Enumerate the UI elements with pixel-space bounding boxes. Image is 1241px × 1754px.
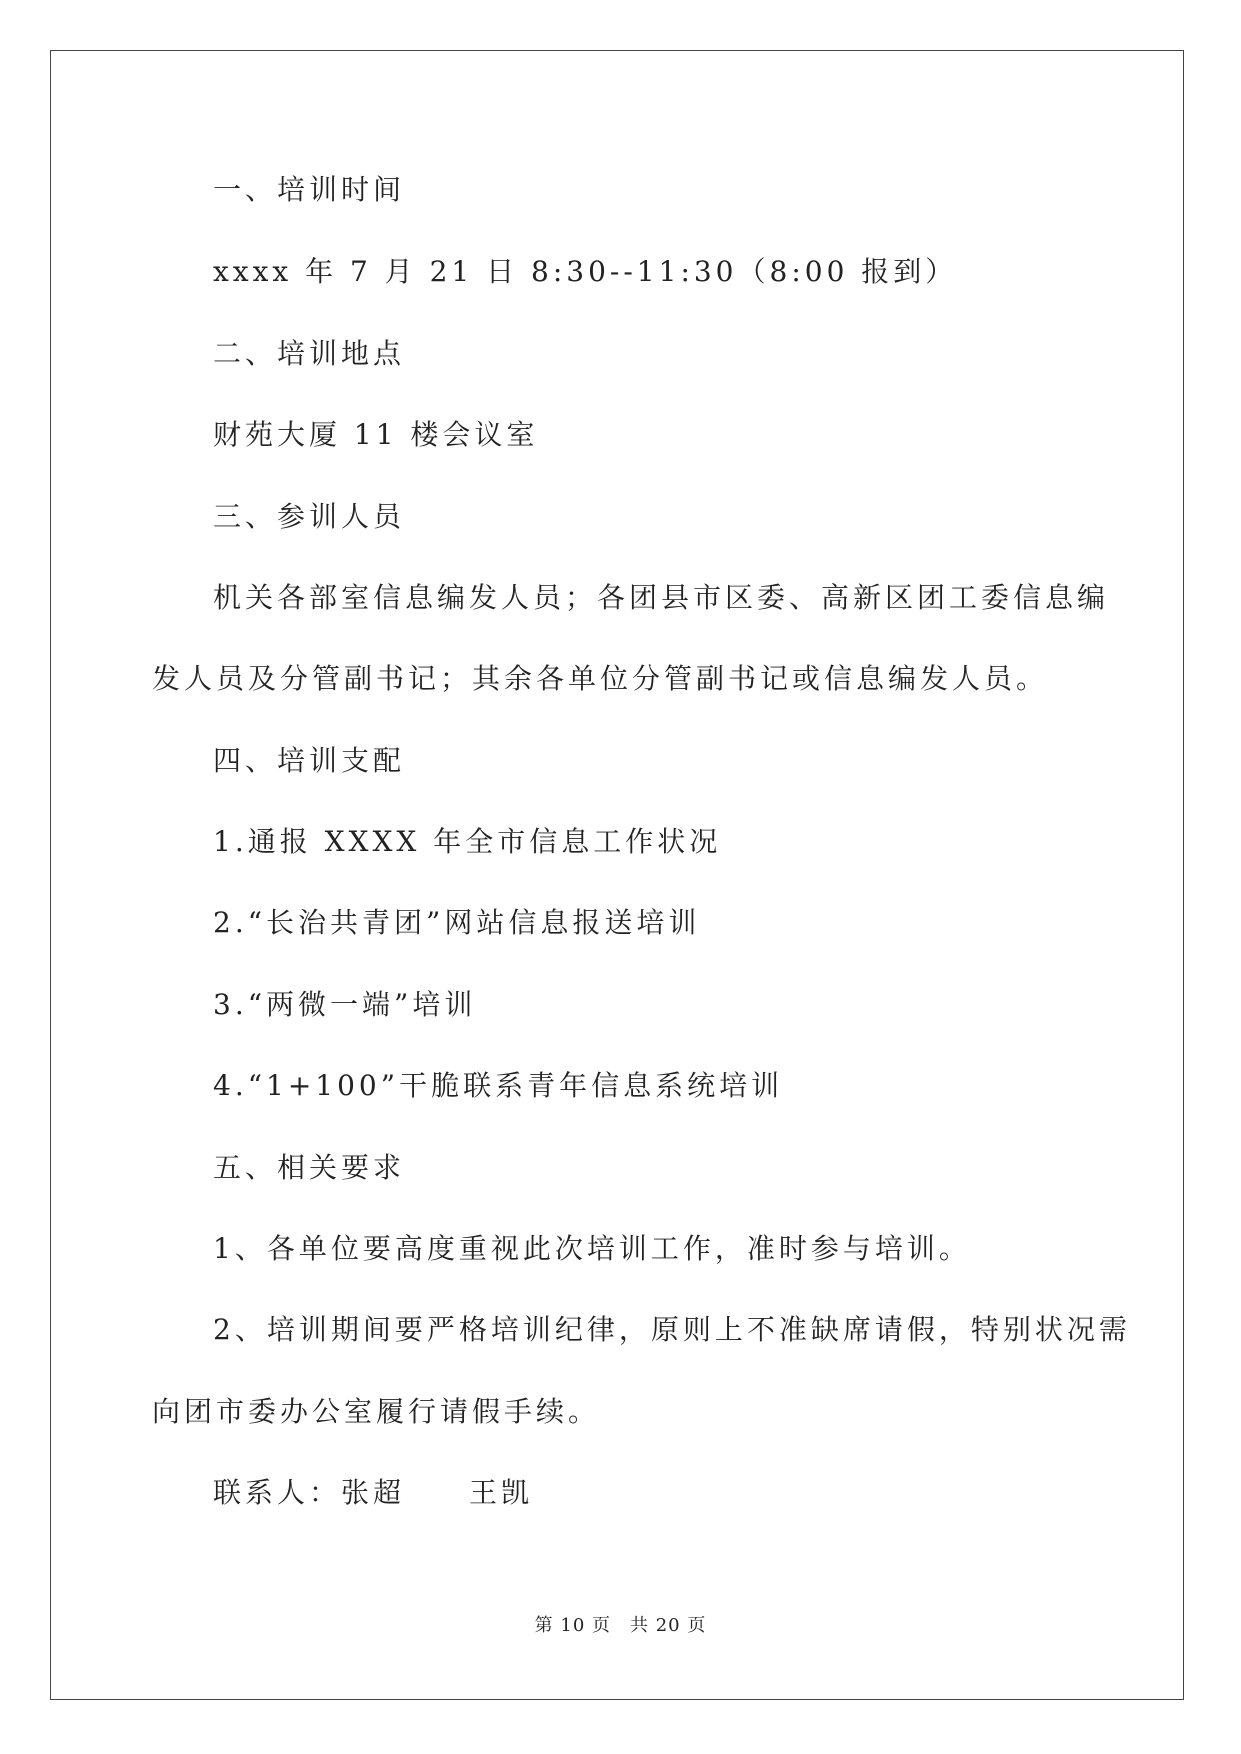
schedule-item-4: 4.“1+100”干脆联系青年信息系统培训	[213, 1069, 784, 1102]
page-border	[50, 50, 1184, 1700]
heading-participants: 三、参训人员	[213, 500, 406, 533]
heading-training-time: 一、培训时间	[213, 173, 406, 206]
schedule-item-3: 3.“两微一端”培训	[213, 988, 477, 1021]
page-number-footer: 第 10 页 共 20 页	[534, 1615, 707, 1636]
schedule-item-1: 1.通报 XXXX 年全市信息工作状况	[213, 825, 722, 858]
heading-training-location: 二、培训地点	[213, 337, 406, 370]
contact-persons: 联系人：张超 王凯	[213, 1476, 534, 1509]
requirement-1: 1、各单位要高度重视此次培训工作，准时参与培训。	[213, 1232, 971, 1265]
heading-training-schedule: 四、培训支配	[213, 744, 406, 777]
requirement-2-line-1: 2、培训期间要严格培训纪律，原则上不准缺席请假，特别状况需	[213, 1313, 1131, 1346]
participants-text-line-1: 机关各部室信息编发人员；各团县市区委、高新区团工委信息编	[213, 581, 1110, 614]
training-time-text: xxxx 年 7 月 21 日 8:30--11:30（8:00 报到）	[213, 255, 958, 288]
heading-requirements: 五、相关要求	[213, 1151, 406, 1184]
schedule-item-2: 2.“长治共青团”网站信息报送培训	[213, 906, 701, 939]
training-location-text: 财苑大厦 11 楼会议室	[213, 418, 539, 451]
participants-text-line-2: 发人员及分管副书记；其余各单位分管副书记或信息编发人员。	[152, 662, 1049, 695]
requirement-2-line-2: 向团市委办公室履行请假手续。	[152, 1395, 601, 1428]
